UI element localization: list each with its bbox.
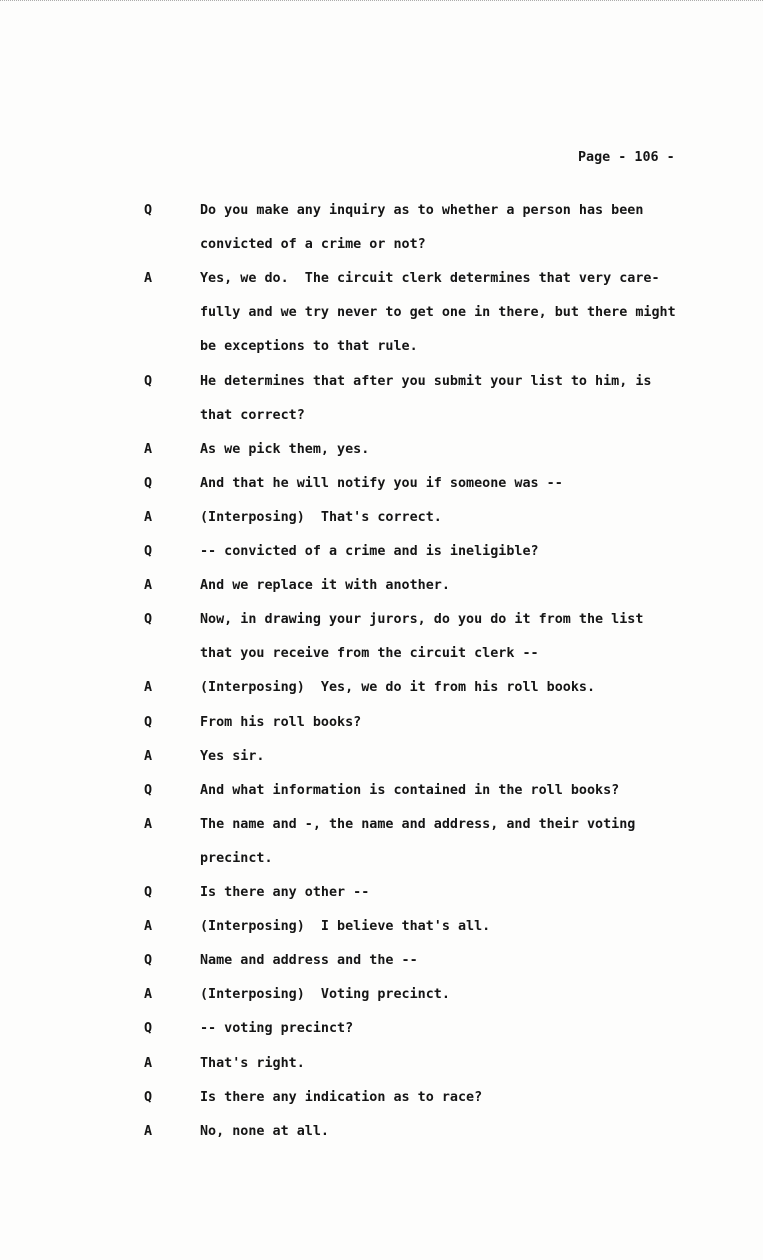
line-text: -- voting precinct? [200, 1021, 354, 1037]
line-text: fully and we try never to get one in there, but there might [200, 305, 676, 321]
line-text: No, none at all. [200, 1123, 329, 1139]
line-text: convicted of a crime or not? [200, 237, 426, 253]
speaker-label: Q [144, 885, 153, 900]
speaker-label: Q [144, 373, 153, 389]
line-text: As we pick them, yes. [200, 441, 370, 457]
line-text: (Interposing) Yes, we do it from his roll books. [200, 680, 596, 696]
speaker-label: Q [144, 714, 153, 730]
line-text: That's right. [200, 1055, 305, 1071]
speaker-label: Q [144, 1021, 153, 1037]
speaker-label: A [144, 1123, 153, 1139]
speaker-label: A [144, 987, 153, 1003]
speaker-label: Q [144, 612, 153, 628]
line-text: And we replace it with another. [200, 578, 450, 594]
speaker-label: Q [144, 953, 153, 969]
line-text: And what information is contained in the roll books? [200, 782, 620, 798]
line-text: (Interposing) Voting precinct. [200, 987, 450, 1003]
line-text: be exceptions to that rule. [200, 339, 418, 355]
line-text: (Interposing) That's correct. [200, 509, 442, 525]
speaker-label: A [144, 748, 153, 764]
line-text: (Interposing) I believe that's all. [200, 919, 491, 935]
line-text: He determines that after you submit your list to him, is [200, 373, 652, 389]
speaker-label: A [144, 680, 153, 696]
line-text: Now, in drawing your jurors, do you do it from the list [200, 612, 644, 628]
line-text: Do you make any inquiry as to whether a person has been [200, 203, 644, 218]
speaker-label: Q [144, 1089, 153, 1105]
speaker-label: Q [144, 544, 153, 559]
line-text: Name and address and the -- [200, 953, 418, 969]
speaker-label: A [144, 441, 153, 457]
line-text: Is there any indication as to race? [200, 1089, 483, 1105]
line-text: And that he will notify you if someone was -- [200, 475, 563, 491]
speaker-label: A [144, 1055, 153, 1071]
line-text: Yes sir. [200, 748, 265, 764]
line-text: precinct. [200, 850, 273, 866]
speaker-label: A [144, 271, 153, 287]
line-text: Yes, we do. The circuit clerk determines that very care- [200, 271, 660, 287]
speaker-label: Q [144, 475, 153, 491]
speaker-label: Q [144, 782, 153, 798]
speaker-label: Q [144, 203, 153, 218]
line-text: Is there any other -- [200, 885, 370, 900]
line-text: From his roll books? [200, 714, 362, 730]
line-text: that you receive from the circuit clerk -- [200, 646, 539, 662]
speaker-label: A [144, 509, 153, 525]
speaker-label: A [144, 816, 153, 832]
page-number: Page - 106 - [578, 150, 675, 165]
speaker-label: A [144, 578, 153, 594]
line-text: -- convicted of a crime and is ineligible? [200, 544, 539, 559]
line-text: The name and -, the name and address, and their voting [200, 816, 636, 832]
line-text: that correct? [200, 407, 305, 423]
speaker-label: A [144, 919, 153, 935]
